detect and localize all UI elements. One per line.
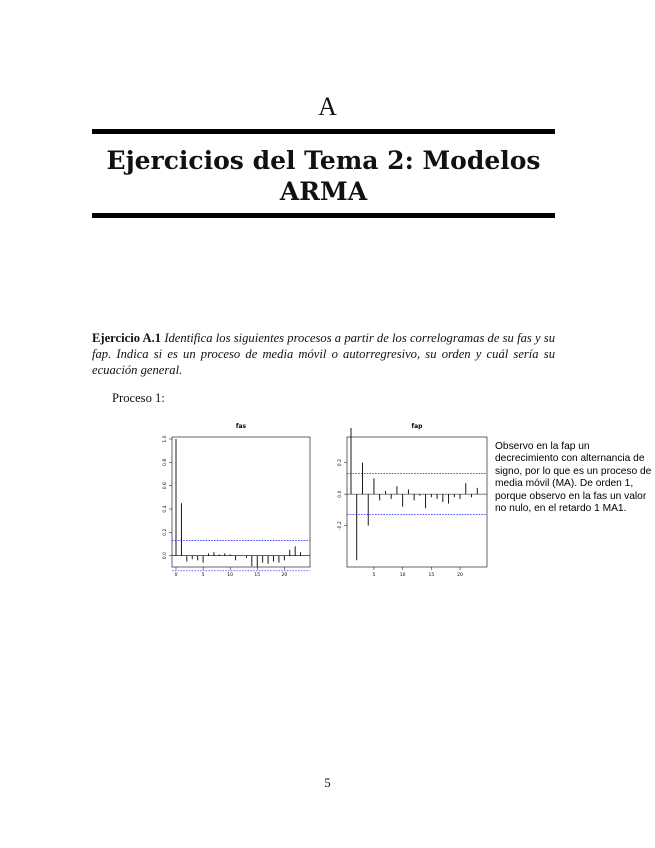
fas-x-tick-label: 15 [254, 573, 261, 578]
interpretation-note: Observo en la fap un decrecimiento con alternancia de signo, por lo que es un proceso de media móvil (MA). De orden 1, porque observo en la fas un valor no nulo, en el retardo 1 MA1. [495, 441, 652, 515]
fap-x-tick-label: 20 [457, 573, 463, 578]
fas-plot-frame [172, 437, 310, 567]
fap-y-tick-label: 0.0 [338, 490, 343, 498]
exercise-paragraph [92, 330, 555, 378]
fap-x-tick-label: 15 [428, 573, 435, 578]
fas-title: fas [235, 423, 247, 430]
fas-y-tick-label: 1.0 [163, 435, 168, 443]
fas-x-tick-label: 5 [201, 573, 205, 578]
fap-x-tick-label: 5 [372, 573, 376, 578]
fap-y-tick-label: -0.2 [338, 521, 343, 531]
top-rule [92, 129, 555, 134]
fas-x-tick-label: 20 [281, 573, 288, 578]
fas-y-tick-label: 0.2 [163, 528, 168, 536]
fap-y-tick-label: 0.2 [338, 459, 343, 467]
exercise-label: Ejercicio A.1 [92, 331, 162, 345]
chapter-letter: A [318, 92, 337, 121]
fap-chart-svg [330, 420, 495, 580]
fas-y-tick-label: 0.8 [163, 458, 168, 466]
fas-chart-svg [155, 420, 320, 580]
fas-x-tick-label: 0 [174, 573, 178, 578]
chapter-title: Ejercicios del Tema 2: Modelos ARMA [106, 146, 541, 206]
process-label: Proceso 1: [112, 391, 165, 405]
fas-y-tick-label: 0.0 [163, 552, 168, 560]
fap-correlogram [330, 420, 495, 580]
fas-y-tick-label: 0.6 [163, 482, 168, 490]
bottom-rule [92, 213, 555, 218]
fas-y-tick-label: 0.4 [163, 505, 168, 513]
page-number: 5 [324, 776, 331, 790]
fas-correlogram [155, 420, 320, 580]
fap-x-tick-label: 10 [399, 573, 406, 578]
fap-title: fap [411, 423, 423, 430]
fas-x-tick-label: 10 [227, 573, 234, 578]
exercise-text: Identifica los siguientes procesos a partir de los correlogramas de su fas y su fap. Indica si es un proceso de media móvil o autorregresivo, su orden y cuál sería su ecuación general. [92, 331, 555, 377]
